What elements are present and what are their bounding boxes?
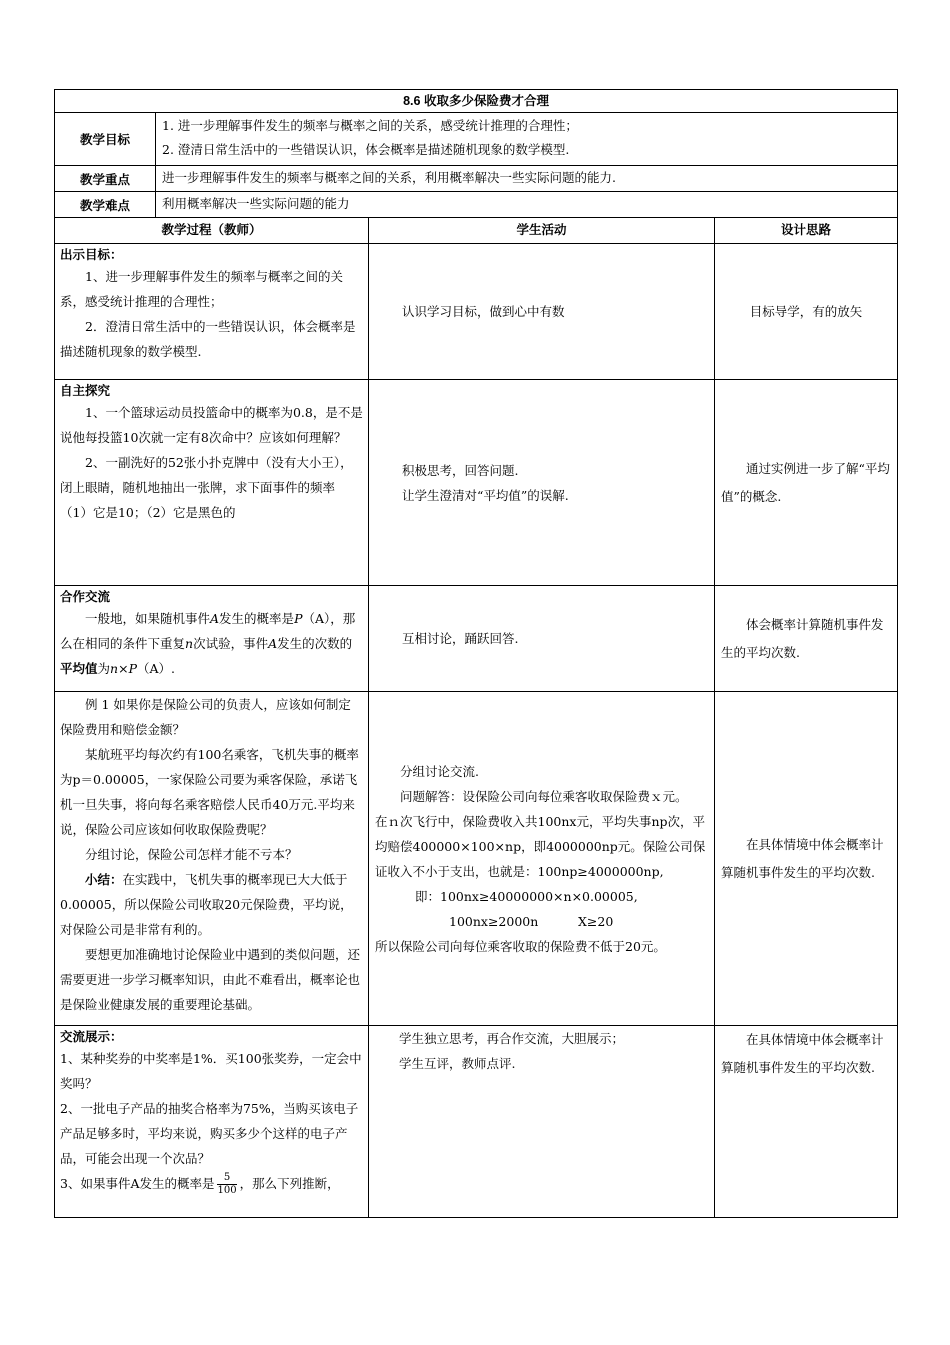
paragraph: 1、某种奖券的中奖率是1%．买100张奖券，一定会中奖吗？ <box>60 1051 362 1091</box>
student-activity: 100nx≥2000n X≥20 <box>449 913 614 929</box>
focus-label: 教学重点 <box>55 166 156 192</box>
page-title: 8.6 收取多少保险费才合理 <box>55 90 898 113</box>
section-heading: 交流展示： <box>60 1030 123 1044</box>
student-activity: 问题解答：设保险公司向每位乘客收取保险费ｘ元。 <box>400 788 688 804</box>
difficulty-text: 利用概率解决一些实际问题的能力 <box>156 192 898 218</box>
design-cell-goals <box>715 244 898 380</box>
summary-label: 小结： <box>85 872 123 887</box>
paragraph: 2、一副洗好的52张小扑克牌中（没有大小王），闭上眼睛，随机地抽出一张牌，求下面事件的频率 <box>60 455 353 495</box>
paragraph: 例 1 如果你是保险公司的负责人，应该如何制定保险费用和赔偿金额？ <box>60 697 351 737</box>
focus-text: 进一步理解事件发生的频率与概率之间的关系，利用概率解决一些实际问题的能力. <box>156 166 898 192</box>
student-activity: 积极思考，回答问题. <box>402 462 519 478</box>
design-cell-cooperate <box>715 586 898 692</box>
student-cell-cooperate <box>369 586 715 692</box>
design-note: 体会概率计算随机事件发生的平均次数. <box>721 616 884 660</box>
student-activity: 让学生澄清对“平均值”的误解. <box>402 487 569 503</box>
student-activity: 学生互评，教师点评. <box>399 1056 516 1071</box>
student-activity: 即：100nx≥40000000×n×0.00005, <box>415 888 638 904</box>
teacher-cell-explore <box>55 380 369 586</box>
student-activity: 分组讨论交流. <box>400 763 479 779</box>
student-cell-exchange <box>369 1026 715 1218</box>
paragraph: 1、进一步理解事件发生的频率与概率之间的关系，感受统计推理的合理性； <box>60 269 343 309</box>
design-note: 在具体情境中体会概率计算随机事件发生的平均次数. <box>721 836 884 880</box>
difficulty-label: 教学难点 <box>55 192 156 218</box>
paragraph: 要想更加准确地讨论保险业中遇到的类似问题，还需要更进一步学习概率知识，由此不难看出，概率论也是保险业健康发展的重要理论基础。 <box>60 947 361 1012</box>
student-activity: 认识学习目标，做到心中有数 <box>402 304 565 319</box>
fraction: $\frac{5}{100}$ <box>217 1172 237 1196</box>
design-cell-example <box>715 692 898 1026</box>
teacher-cell-goals <box>55 244 369 380</box>
student-cell-goals <box>369 244 715 380</box>
header-student: 学生活动 <box>369 218 715 244</box>
header-teacher: 教学过程（教师） <box>55 218 369 244</box>
lesson-plan-table <box>54 89 898 1218</box>
goal-item-1: 1. 进一步理解事件发生的频率与概率之间的关系，感受统计推理的合理性； <box>162 118 578 133</box>
section-heading: 合作交流 <box>60 590 111 604</box>
paragraph: 1、一个篮球运动员投篮命中的概率为0.8，是不是说他每投篮10次就一定有8次命中？应该如何理解？ <box>60 405 363 445</box>
goal-cell <box>156 113 898 166</box>
paragraph: （1）它是10；（2）它是黑色的 <box>60 505 236 520</box>
summary-paragraph: 小结：在实践中，飞机失事的概率现已大大低于0.00005，所以保险公司收取20元保险费，平均说，对保险公司是非常有利的。 <box>60 872 353 937</box>
design-note: 通过实例进一步了解“平均值”的概念. <box>721 460 890 504</box>
design-cell-explore <box>715 380 898 586</box>
lesson-plan <box>54 89 897 1218</box>
teacher-cell-example <box>55 692 369 1026</box>
design-note: 在具体情境中体会概率计算随机事件发生的平均次数. <box>721 1032 884 1075</box>
section-heading: 自主探究 <box>60 384 111 398</box>
goal-label: 教学目标 <box>55 113 156 166</box>
student-activity: 学生独立思考，再合作交流，大胆展示； <box>399 1031 625 1046</box>
paragraph: 2、一批电子产品的抽奖合格率为75%，当购买该电子产品足够多时，平均来说，购买多少个这样的电子产品，可能会出现一个次品？ <box>60 1101 359 1166</box>
paragraph: 某航班平均每次约有100名乘客，飞机失事的概率为p＝0.00005，一家保险公司要为乘客保险，承诺飞机一旦失事，将向每名乘客赔偿人民币40万元.平均来说，保险公司应该如何收取保险费呢？ <box>60 747 359 837</box>
paragraph: 分组讨论，保险公司怎样才能不亏本？ <box>85 847 298 862</box>
student-activity: 所以保险公司向每位乘客收取的保险费不低于20元。 <box>375 938 666 954</box>
paragraph: 2．澄清日常生活中的一些错误认识，体会概率是描述随机现象的数学模型. <box>60 319 356 359</box>
goal-item-2: 2. 澄清日常生活中的一些错误认识，体会概率是描述随机现象的数学模型. <box>162 142 570 157</box>
teacher-cell-exchange <box>55 1026 369 1218</box>
student-activity: 在ｎ次飞行中，保险费收入共100nx元，平均失事np次，平均赔偿400000×100×np，即4000000np元。保险公司保证收入不小于支出，也就是：100np≥4000000np, <box>375 813 706 879</box>
teacher-cell-cooperate <box>55 586 369 692</box>
design-note: 目标导学，有的放矢 <box>749 303 863 319</box>
section-heading: 出示目标： <box>60 248 123 262</box>
student-cell-explore <box>369 380 715 586</box>
student-cell-example <box>369 692 715 1026</box>
paragraph: 一般地，如果随机事件A发生的概率是P（A），那么在相同的条件下重复n次试验，事件A发生的次数的平均值为n×P（A）. <box>60 611 356 676</box>
student-activity: 互相讨论，踊跃回答. <box>402 631 519 646</box>
paragraph: 3、如果事件A发生的概率是 $\frac{5}{100}$ ，那么下列推断， <box>60 1172 340 1196</box>
design-cell-exchange <box>715 1026 898 1218</box>
header-design: 设计思路 <box>715 218 898 244</box>
